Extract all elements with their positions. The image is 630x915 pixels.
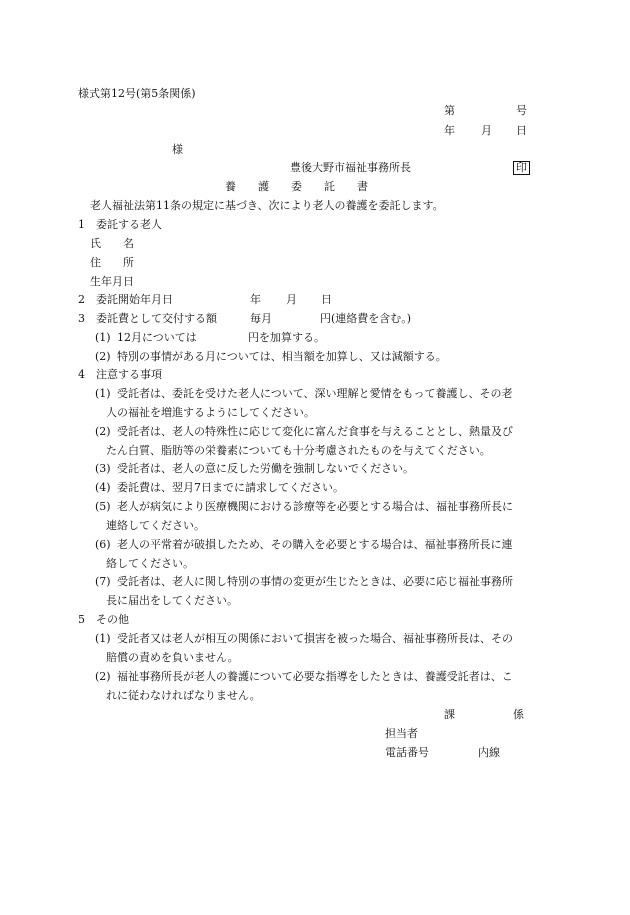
section4-item6-line1: 老人の平常着が破損したため、その購入を必要とする場合は、福祉事務所長に連 <box>117 538 513 551</box>
footer-ka: 課 <box>444 708 455 721</box>
form-number: 様式第12号(第5条関係) <box>78 87 196 100</box>
section5-heading: 5 その他 <box>78 613 129 626</box>
footer-phone: 電話番号 <box>385 746 429 759</box>
seal-text: 印 <box>513 161 530 175</box>
footer-kakari: 係 <box>513 708 524 721</box>
doc-number-go: 号 <box>516 104 527 117</box>
section4-item2-num: (2) <box>95 425 111 438</box>
section4-item1-line2: 人の福祉を増進するようにしてください。 <box>106 406 315 419</box>
section2-year: 年 <box>250 293 261 306</box>
section4-item7-num: (7) <box>95 575 111 588</box>
section4-item2-line2: たん白質、脂肪等の栄養素についても十分考慮されたものを与えてください。 <box>106 444 491 457</box>
recipient-suffix: 様 <box>172 143 183 156</box>
section4-item1-line1: 受託者は、委託を受けた老人について、深い理解と愛情をもって養護し、その老 <box>117 387 513 400</box>
doc-number-dai: 第 <box>444 104 455 117</box>
issuer-name: 豊後大野市福祉事務所長 <box>290 161 411 174</box>
section2-day: 日 <box>321 293 332 306</box>
document-title: 養 護 委 託 書 <box>225 180 368 193</box>
section3-item1-tail: 円を加算する。 <box>248 331 325 344</box>
section5-item2-num: (2) <box>95 670 111 683</box>
section4-item2-line1: 受託者は、老人の特殊性に応じて変化に富んだ食事を与えることとし、熱量及び <box>117 425 513 438</box>
section3-monthly: 毎月 <box>250 312 272 325</box>
section2-heading: 2 委託開始年月日 <box>78 293 173 306</box>
field-birthdate: 生年月日 <box>90 275 134 288</box>
footer-naisen: 内線 <box>478 746 500 759</box>
section5-item1-line1: 受託者又は老人が相互の関係において損害を被った場合、福祉事務所長は、その <box>117 632 513 645</box>
section4-item7-line2: 長に届出をしてください。 <box>106 594 238 607</box>
section4-item6-line2: 絡してください。 <box>106 557 194 570</box>
section4-item7-line1: 受託者は、老人に関し特別の事情の変更が生じたときは、必要に応じ福祉事務所 <box>117 575 513 588</box>
section3-item2-num: (2) <box>95 350 111 363</box>
section5-item1-num: (1) <box>95 632 111 645</box>
date-year: 年 <box>444 124 455 137</box>
field-address: 住 所 <box>90 256 134 269</box>
section3-yen-note: 円(連絡費を含む。) <box>320 312 412 325</box>
intro-text: 老人福祉法第11条の規定に基づき、次により老人の養護を委託します。 <box>90 199 444 212</box>
section5-item2-line1: 福祉事務所長が老人の養護について必要な指導をしたときは、養護受託者は、こ <box>117 670 513 683</box>
section1-heading: 1 委託する老人 <box>78 218 162 231</box>
section4-item6-num: (6) <box>95 538 111 551</box>
field-name: 氏 名 <box>90 237 134 250</box>
date-month: 月 <box>481 124 492 137</box>
section4-item5-num: (5) <box>95 500 111 513</box>
section3-item1-text: 12月については <box>117 331 197 344</box>
section4-item4-num: (4) <box>95 481 111 494</box>
section2-month: 月 <box>286 293 297 306</box>
section5-item1-line2: 賠償の責めを負いません。 <box>106 651 239 664</box>
section4-item3-num: (3) <box>95 462 111 475</box>
section4-item5-line1: 老人が病気により医療機関における診療等を必要とする場合は、福祉事務所長に <box>117 500 513 513</box>
section4-item1-num: (1) <box>95 387 111 400</box>
section4-item3-line1: 受託者は、老人の意に反した労働を強制しないでください。 <box>117 462 414 475</box>
section3-item1-num: (1) <box>95 331 111 344</box>
section3-item2-text: 特別の事情がある月については、相当額を加算し、又は減額する。 <box>117 350 447 363</box>
footer-tantousha: 担当者 <box>385 727 418 740</box>
date-day: 日 <box>516 124 527 137</box>
seal-mark <box>513 161 530 175</box>
section4-item5-line2: 連絡してください。 <box>106 519 205 532</box>
section5-item2-line2: れに従わなければなりません。 <box>106 689 261 702</box>
section4-item4-line1: 委託費は、翌月7日までに請求してください。 <box>117 481 344 494</box>
section3-heading: 3 委託費として交付する額 <box>78 312 217 325</box>
section4-heading: 4 注意する事項 <box>78 368 162 381</box>
